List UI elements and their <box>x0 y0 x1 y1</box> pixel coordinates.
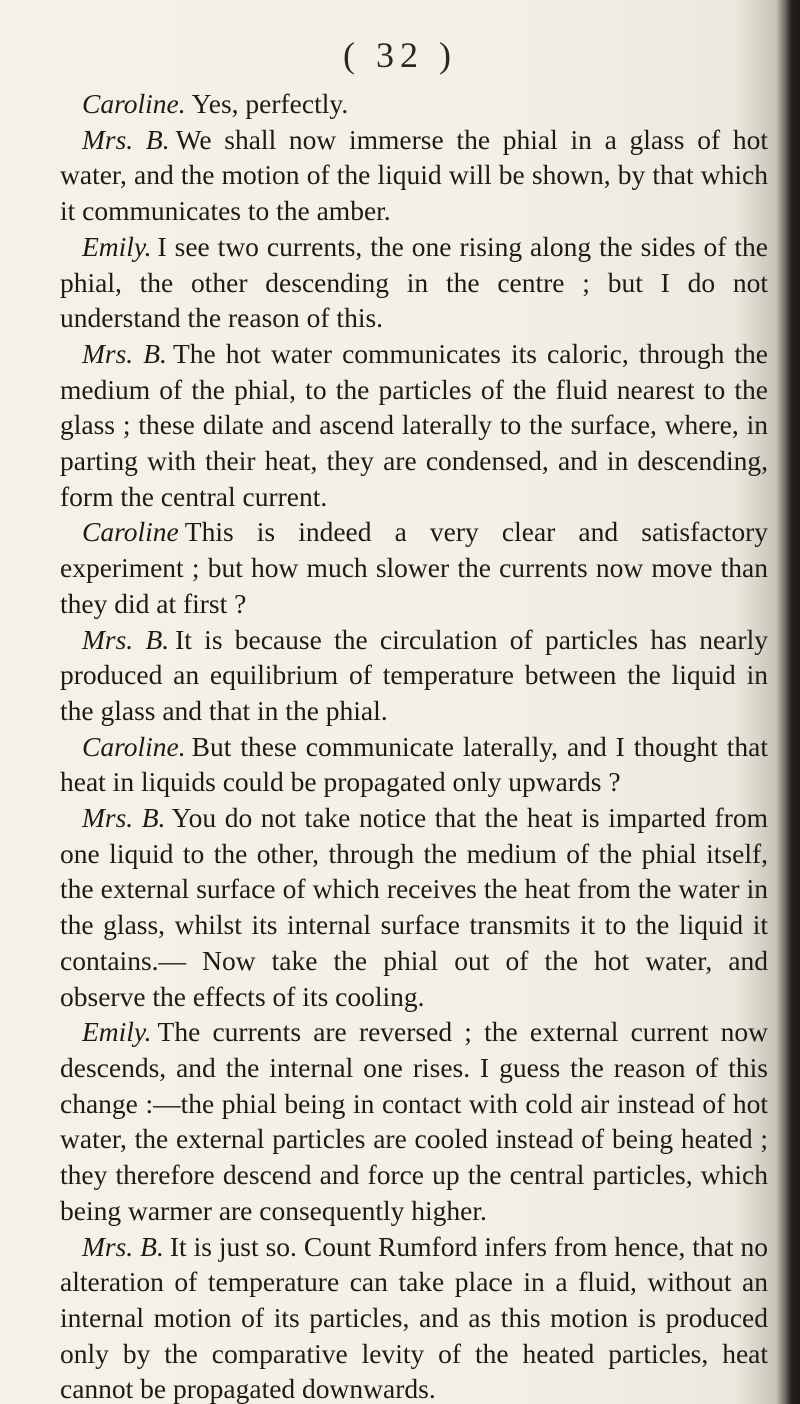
dialogue-paragraph <box>60 622 768 729</box>
dialogue-paragraph <box>60 800 768 1014</box>
page-edge-shadow <box>786 0 800 1404</box>
paragraph-text: It is because the circulation of particles has nearly produced an equilibrium of temperature between the liquid in the glass and that in the phial. <box>60 623 768 726</box>
speaker-name: Mrs. B. <box>82 623 170 655</box>
dialogue-paragraph <box>60 122 768 229</box>
speaker-name: Mrs. B. <box>82 123 170 155</box>
dialogue-paragraph <box>60 514 768 621</box>
dialogue-paragraph <box>60 729 768 800</box>
page-number: ( 32 ) <box>343 35 457 75</box>
dialogue-paragraph <box>60 336 768 515</box>
paragraph-text: It is just so. Count Rumford infers from hence, that no alteration of temperature can take place in a fluid, without an internal motion of its particles, and as this motion is produced only by the comparative levity of the heated particles, heat cannot be propagated downwards. <box>60 1230 768 1404</box>
paragraph-text: This is indeed a very clear and satisfactory experiment ; but how much slower the currents now move than they did at first ? <box>60 516 768 619</box>
speaker-name: Mrs. B. <box>82 1230 164 1262</box>
speaker-name: Caroline. <box>82 88 186 119</box>
paragraph-text: We shall now immerse the phial in a glass of hot water, and the motion of the liquid will be shown, by that which it communicates to the amber. <box>60 123 768 227</box>
paragraph-text: Yes, perfectly. <box>191 88 349 119</box>
dialogue-paragraph <box>60 1229 768 1404</box>
paragraph-text: But these communicate laterally, and I thought that heat in liquids could be propagated only upwards ? <box>60 730 768 798</box>
dialogue-paragraph <box>60 229 768 336</box>
paragraph-text: I see two currents, the one rising along the sides of the phial, the other descending in the centre ; but I do not understand the reason of this. <box>60 230 768 334</box>
dialogue-paragraph <box>60 1014 768 1228</box>
paragraph-text: The currents are reversed ; the external current now descends, and the internal one rises. I guess the reason of this change :—the phial being in contact with cold air instead of hot water, the external particles are cooled instead of being heated ; they therefore descend and force up the central particles, which being warmer are consequently higher. <box>60 1016 768 1226</box>
speaker-name: Emily. <box>82 230 152 262</box>
page-body <box>60 86 768 1404</box>
speaker-name: Mrs. B. <box>82 802 166 834</box>
speaker-name: Caroline <box>82 516 179 548</box>
paragraph-text: The hot water communicates its caloric, through the medium of the phial, to the particles of the fluid nearest to the glass ; these dilate and ascend laterally to the surface, where, in parting with their heat, they are condensed, and in descending, form the central current. <box>60 337 768 512</box>
paragraph-text: You do not take notice that the heat is imparted from one liquid to the other, through the medium of the phial itself, the external surface of which receives the heat from the water in the glass, whilst its internal surface transmits it to the liquid it contains.— Now take the phial out of the hot water, and observe the effects of its cooling. <box>60 802 768 1012</box>
dialogue-paragraph <box>60 86 768 122</box>
speaker-name: Caroline. <box>82 730 186 762</box>
speaker-name: Mrs. B. <box>82 337 167 369</box>
speaker-name: Emily. <box>82 1016 152 1048</box>
